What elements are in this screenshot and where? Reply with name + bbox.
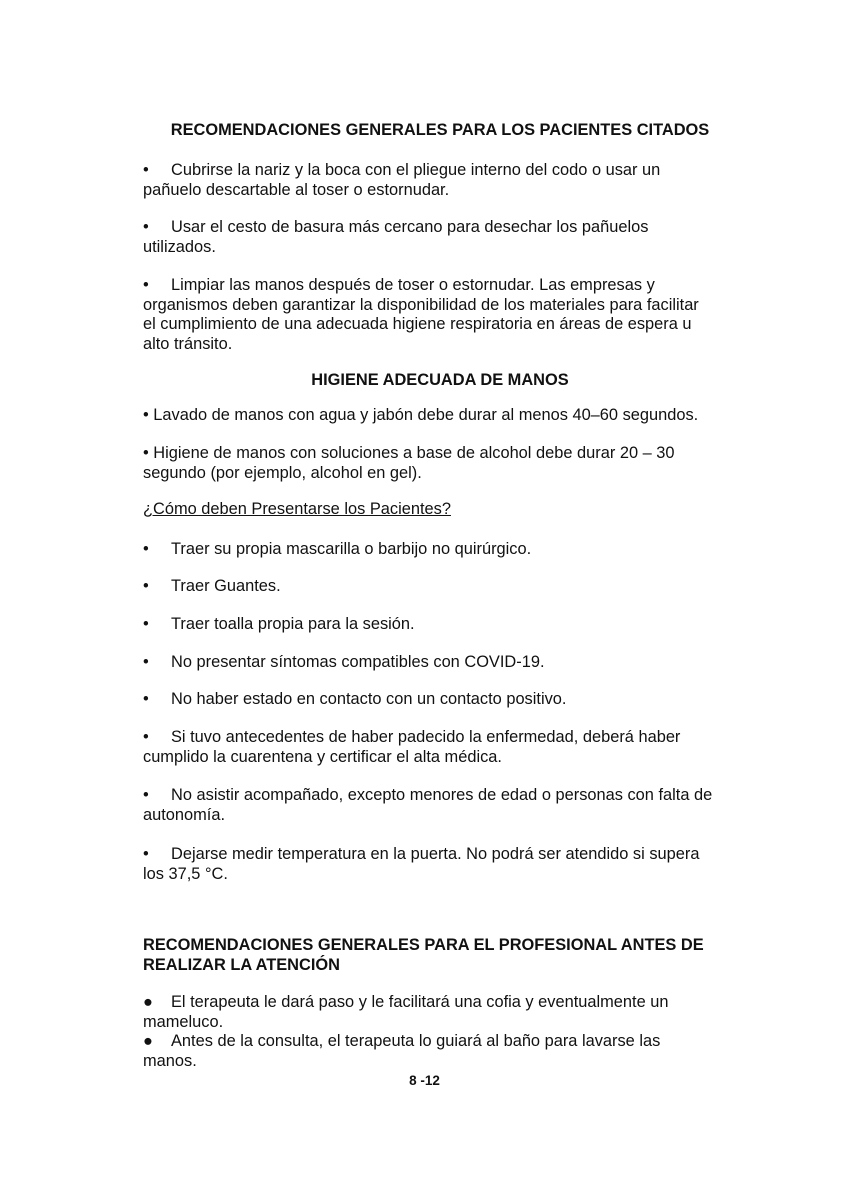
bullet-icon: • [143, 577, 149, 595]
list-item-text: El terapeuta le dará paso y le facilitará una cofia y eventualmente un mameluco. [143, 993, 669, 1031]
page-number: 8 -12 [409, 1073, 440, 1088]
bullet-icon: ● [143, 993, 153, 1011]
list-item [143, 218, 713, 257]
section-title-hand-hygiene: HIGIENE ADECUADA DE MANOS [311, 371, 569, 389]
list-item [143, 577, 741, 597]
bullet-icon: • [143, 615, 149, 633]
list-item [143, 653, 741, 673]
section-title-patients: RECOMENDACIONES GENERALES PARA LOS PACIENTES CITADOS [170, 121, 710, 139]
paragraph: • Lavado de manos con agua y jabón debe durar al menos 40–60 segundos. [143, 406, 699, 424]
list-item-text: No haber estado en contacto con un contacto positivo. [171, 690, 567, 708]
bullet-icon: • [143, 728, 149, 746]
list-item [143, 1032, 713, 1071]
bullet-icon: • [143, 786, 149, 804]
list-item-text: No asistir acompañado, excepto menores de edad o personas con falta de autonomía. [143, 786, 713, 824]
list-item [143, 690, 741, 710]
list-item [143, 161, 713, 200]
list-item-text: Limpiar las manos después de toser o estornudar. Las empresas y organismos deben garantizar la disponibilidad de los materiales para facilitar el cumplimiento de una adecuada higiene respiratoria en áreas de espera u alto tránsito. [143, 276, 699, 353]
bullet-icon: • [143, 218, 149, 236]
list-item [143, 276, 713, 354]
list-item [143, 786, 713, 825]
list-item [143, 540, 741, 560]
list-item [143, 993, 713, 1032]
list-item-text: Si tuvo antecedentes de haber padecido la enfermedad, deberá haber cumplido la cuarentena y certificar el alta médica. [143, 728, 681, 766]
bullet-icon: • [143, 540, 149, 558]
list-item-text: Traer Guantes. [171, 577, 281, 595]
list-item-text: Dejarse medir temperatura en la puerta. No podrá ser atendido si supera los 37,5 °C. [143, 845, 700, 883]
bullet-icon: • [143, 276, 149, 294]
list-item-text: Traer toalla propia para la sesión. [171, 615, 415, 633]
bullet-icon: ● [143, 1032, 153, 1050]
list-item-text: Usar el cesto de basura más cercano para desechar los pañuelos utilizados. [143, 218, 649, 256]
section-title-presentation: ¿Cómo deben Presentarse los Pacientes? [143, 500, 451, 518]
list-item-text: Traer su propia mascarilla o barbijo no quirúrgico. [171, 540, 532, 558]
list-item [143, 728, 713, 767]
bullet-icon: • [143, 690, 149, 708]
bullet-icon: • [143, 161, 149, 179]
list-item [143, 845, 713, 884]
list-item [143, 615, 741, 635]
list-item-text: No presentar síntomas compatibles con COVID-19. [171, 653, 545, 671]
list-item-text: Antes de la consulta, el terapeuta lo guiará al baño para lavarse las manos. [143, 1032, 661, 1070]
paragraph: • Higiene de manos con soluciones a base de alcohol debe durar 20 – 30 segundo (por ejemplo, alcohol en gel). [143, 444, 675, 482]
bullet-icon: • [143, 845, 149, 863]
list-item-text: Cubrirse la nariz y la boca con el pliegue interno del codo o usar un pañuelo descartable al toser o estornudar. [143, 161, 661, 199]
section-title-professional: RECOMENDACIONES GENERALES PARA EL PROFESIONAL ANTES DE REALIZAR LA ATENCIÓN [143, 936, 704, 974]
bullet-icon: • [143, 653, 149, 671]
